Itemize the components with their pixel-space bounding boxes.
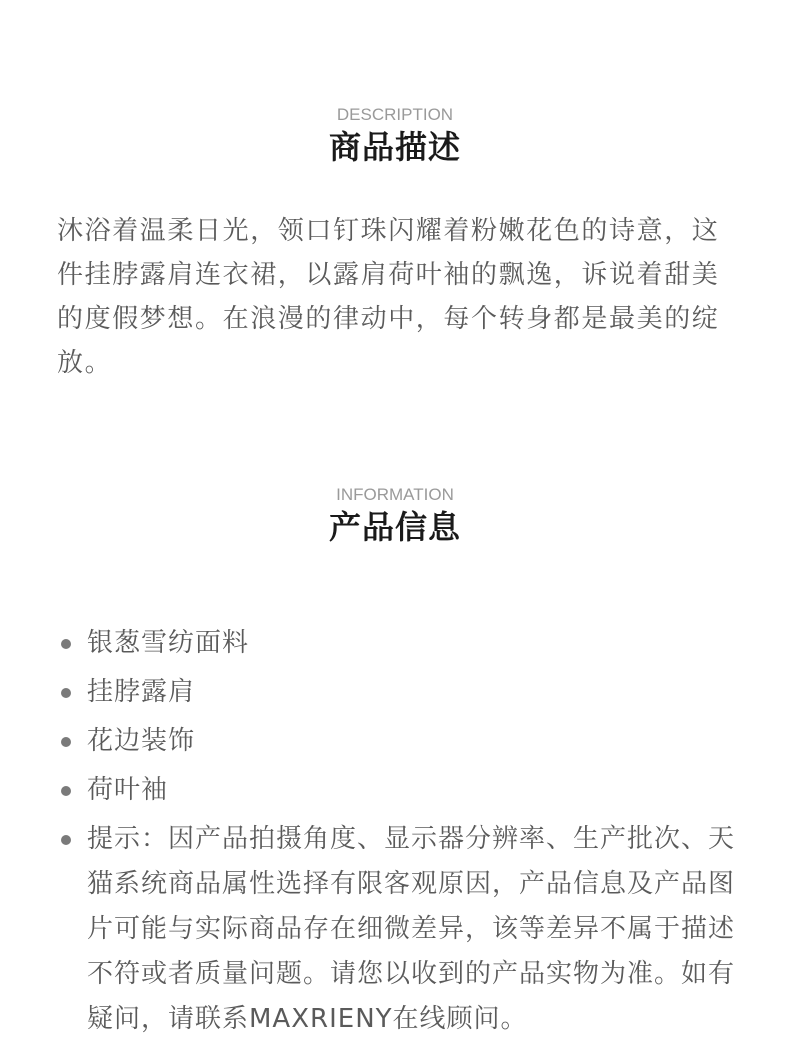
list-item-text: 挂脖露肩: [87, 677, 196, 707]
list-item-text: 荷叶袖: [87, 775, 169, 805]
bullet-icon: [61, 786, 71, 796]
bullet-icon: [61, 835, 71, 845]
information-title: 产品信息: [328, 508, 461, 546]
list-item: [57, 717, 737, 766]
information-header: [0, 485, 790, 547]
bullet-icon: [61, 737, 71, 747]
information-list: [57, 619, 737, 1042]
description-title: 商品描述: [328, 128, 461, 166]
list-item: [57, 766, 737, 815]
list-item: [57, 668, 737, 717]
list-item-text: 银葱雪纺面料: [87, 628, 250, 658]
list-item: [57, 619, 737, 668]
description-header: [0, 105, 790, 167]
description-text: 沐浴着温柔日光，领口钉珠闪耀着粉嫩花色的诗意，这件挂脖露肩连衣裙，以露肩荷叶袖的飘逸，诉说着甜美的度假梦想。在浪漫的律动中，每个转身都是最美的绽放。: [57, 216, 720, 378]
list-item-text: 提示：因产品拍摄角度、显示器分辨率、生产批次、天猫系统商品属性选择有限客观原因，产品信息及产品图片可能与实际商品存在细微差异，该等差异不属于描述不符或者质量问题。请您以收到的产品实物为准。如有疑问，请联系MAXRIENY在线顾问。: [87, 824, 736, 1034]
bullet-icon: [61, 688, 71, 698]
bullet-icon: [61, 639, 71, 649]
list-item-text: 花边装饰: [87, 726, 196, 756]
list-item-note: [57, 815, 737, 1042]
description-eyebrow: DESCRIPTION: [336, 105, 454, 124]
information-eyebrow: INFORMATION: [336, 485, 454, 504]
